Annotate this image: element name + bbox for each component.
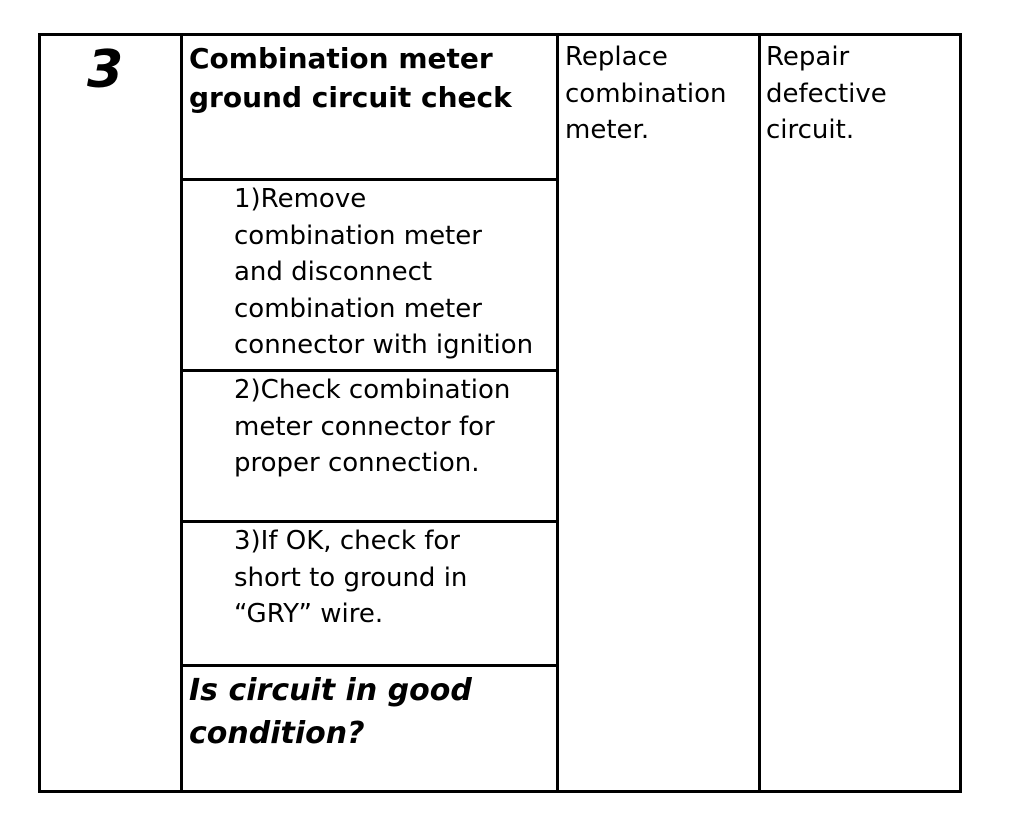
no-action: Repair defective circuit. [766, 42, 887, 145]
step-number: 3 [87, 40, 124, 100]
substep-2: 2)Check combination meter connector for proper connection. [234, 375, 511, 478]
substep-3: 3)If OK, check for short to ground in “GRY” wire. [234, 526, 468, 629]
substep-1: 1)Remove combination meter and disconnect combination meter connector with ignition [234, 184, 534, 360]
troubleshooting-table [38, 33, 962, 793]
column-divider [758, 36, 761, 790]
yes-action: Replace combination meter. [565, 42, 727, 145]
question: Is circuit in good condition? [189, 673, 472, 751]
row-divider [183, 664, 556, 667]
column-divider [180, 36, 183, 790]
check-title: Combination meter ground circuit check [189, 42, 512, 114]
